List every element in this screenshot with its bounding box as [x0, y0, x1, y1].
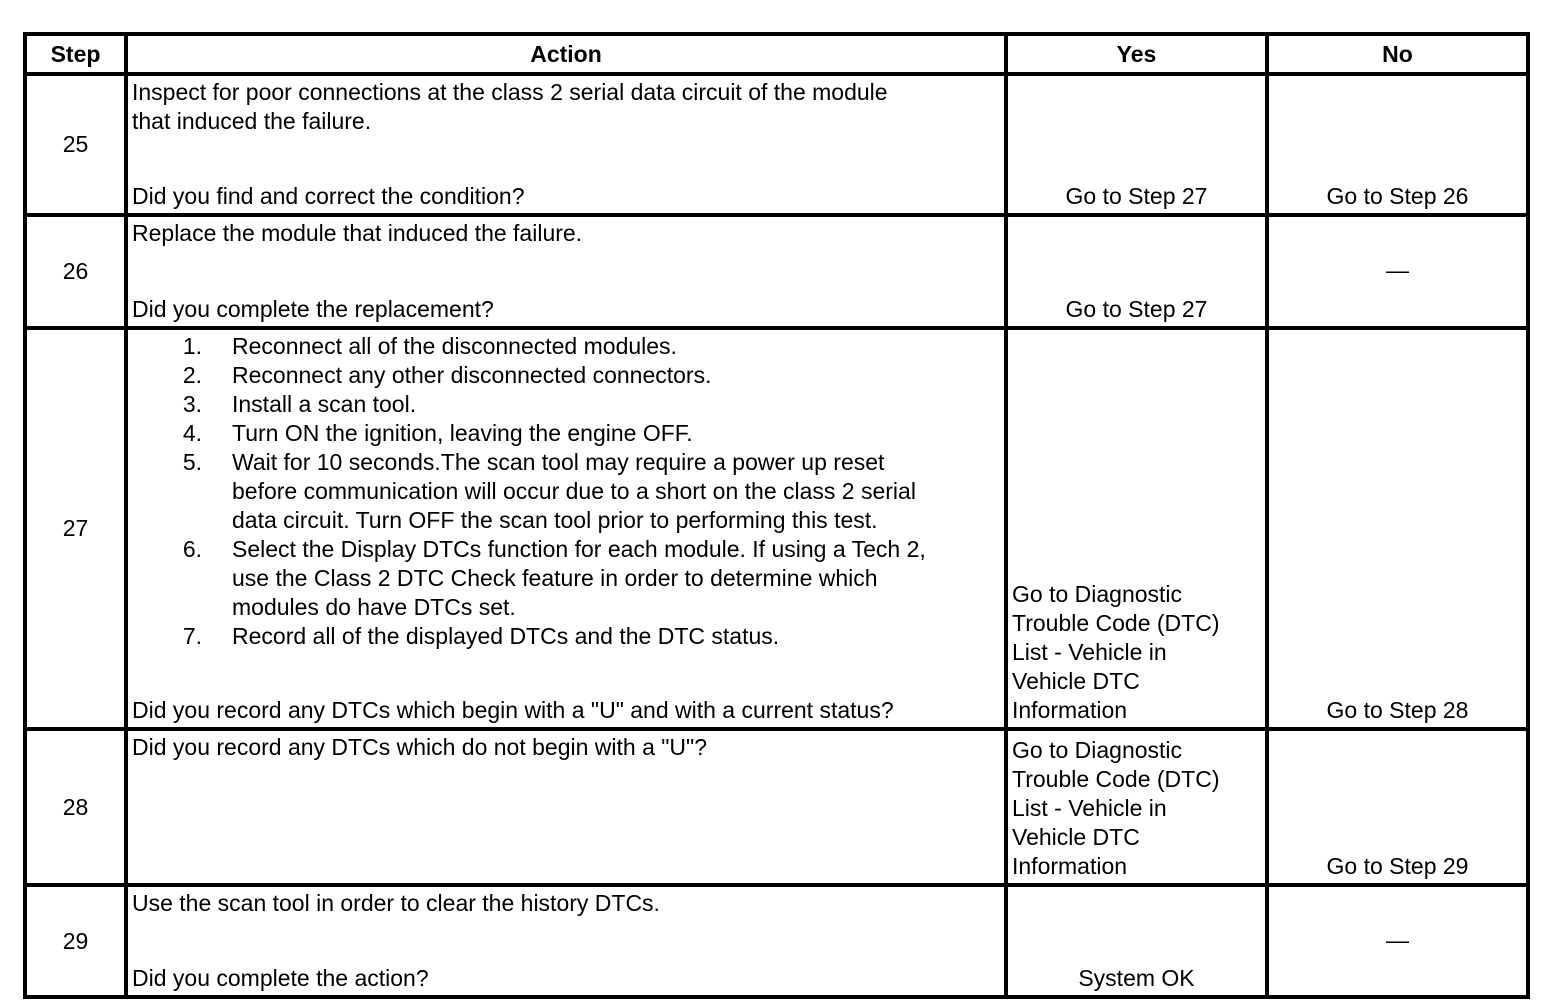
list-item-number: 4. [182, 420, 202, 446]
list-item-number: 6. [182, 536, 202, 562]
list-item-line: Turn ON the ignition, leaving the engine OFF. [232, 420, 693, 446]
diagnostic-table [23, 32, 1530, 999]
action-text-line: Replace the module that induced the failure. [132, 220, 583, 246]
yes-cell: Go to Step 27 [1006, 215, 1267, 328]
list-item-text [232, 622, 1000, 651]
list-item-text [232, 390, 1000, 419]
step-number: 27 [25, 328, 126, 729]
yes-line: List - Vehicle in [1012, 639, 1167, 665]
table-row-step-29 [25, 885, 1528, 997]
table-row-step-27 [25, 328, 1528, 729]
action-cell [126, 215, 1006, 328]
action-cell [126, 74, 1006, 215]
yes-line: Go to Diagnostic [1012, 581, 1183, 607]
yes-line: Trouble Code (DTC) [1012, 610, 1220, 636]
list-item [132, 332, 1000, 361]
list-item [132, 622, 1000, 651]
no-cell: — [1267, 885, 1528, 997]
list-item-number: 7. [182, 623, 202, 649]
list-item [132, 390, 1000, 419]
list-item-line: data circuit. Turn OFF the scan tool prior to performing this test. [232, 507, 878, 533]
action-text-line: Inspect for poor connections at the class 2 serial data circuit of the module [132, 79, 888, 105]
step-number: 26 [25, 215, 126, 328]
no-cell: Go to Step 26 [1267, 74, 1528, 215]
list-item [132, 448, 1000, 535]
table-row-step-25 [25, 74, 1528, 215]
step-number: 29 [25, 885, 126, 997]
no-cell: — [1267, 215, 1528, 328]
list-item-line: Wait for 10 seconds.The scan tool may require a power up reset [232, 449, 885, 475]
header-no: No [1267, 34, 1528, 74]
yes-cell: Go to Step 27 [1006, 74, 1267, 215]
list-item-text [232, 448, 1000, 535]
list-item-number: 3. [182, 391, 202, 417]
action-question: Did you find and correct the condition? [132, 183, 525, 209]
yes-cell: System OK [1006, 885, 1267, 997]
action-question: Did you complete the action? [132, 965, 429, 991]
list-item-text [232, 535, 1000, 622]
yes-line: Information [1012, 697, 1128, 723]
list-item-line: before communication will occur due to a short on the class 2 serial [232, 478, 916, 504]
list-item-number: 2. [182, 362, 202, 388]
list-item [132, 361, 1000, 390]
action-cell [126, 885, 1006, 997]
list-item-line: use the Class 2 DTC Check feature in order to determine which [232, 565, 878, 591]
action-text-line: that induced the failure. [132, 108, 372, 134]
yes-line: Information [1012, 853, 1128, 879]
yes-line: Go to Diagnostic [1012, 737, 1183, 763]
action-question: Did you record any DTCs which begin with a "U" and with a current status? [132, 697, 894, 723]
header-row [25, 34, 1528, 74]
list-item-number: 1. [182, 333, 202, 359]
list-item [132, 419, 1000, 448]
list-item-line: modules do have DTCs set. [232, 594, 516, 620]
action-list [132, 332, 1000, 651]
yes-cell [1006, 729, 1267, 885]
yes-line: List - Vehicle in [1012, 795, 1167, 821]
action-question: Did you complete the replacement? [132, 296, 494, 322]
table-row-step-28 [25, 729, 1528, 885]
action-cell [126, 328, 1006, 729]
action-question: Did you record any DTCs which do not begin with a "U"? [132, 734, 707, 760]
list-item [132, 535, 1000, 622]
header-action: Action [126, 34, 1006, 74]
list-item-number: 5. [182, 449, 202, 475]
step-number: 25 [25, 74, 126, 215]
yes-cell [1006, 328, 1267, 729]
header-yes: Yes [1006, 34, 1267, 74]
list-item-line: Record all of the displayed DTCs and the DTC status. [232, 623, 780, 649]
yes-line: Trouble Code (DTC) [1012, 766, 1220, 792]
list-item-text [232, 361, 1000, 390]
action-cell [126, 729, 1006, 885]
yes-line: Vehicle DTC [1012, 824, 1140, 850]
diagnostic-table-container [23, 32, 1526, 999]
no-cell: Go to Step 28 [1267, 328, 1528, 729]
list-item-line: Reconnect any other disconnected connectors. [232, 362, 712, 388]
header-step: Step [25, 34, 126, 74]
list-item-text [232, 419, 1000, 448]
action-text-line: Use the scan tool in order to clear the history DTCs. [132, 890, 660, 916]
list-item-text [232, 332, 1000, 361]
no-cell: Go to Step 29 [1267, 729, 1528, 885]
list-item-line: Install a scan tool. [232, 391, 417, 417]
yes-line: Vehicle DTC [1012, 668, 1140, 694]
step-number: 28 [25, 729, 126, 885]
list-item-line: Reconnect all of the disconnected modules. [232, 333, 677, 359]
table-row-step-26 [25, 215, 1528, 328]
list-item-line: Select the Display DTCs function for each module. If using a Tech 2, [232, 536, 926, 562]
